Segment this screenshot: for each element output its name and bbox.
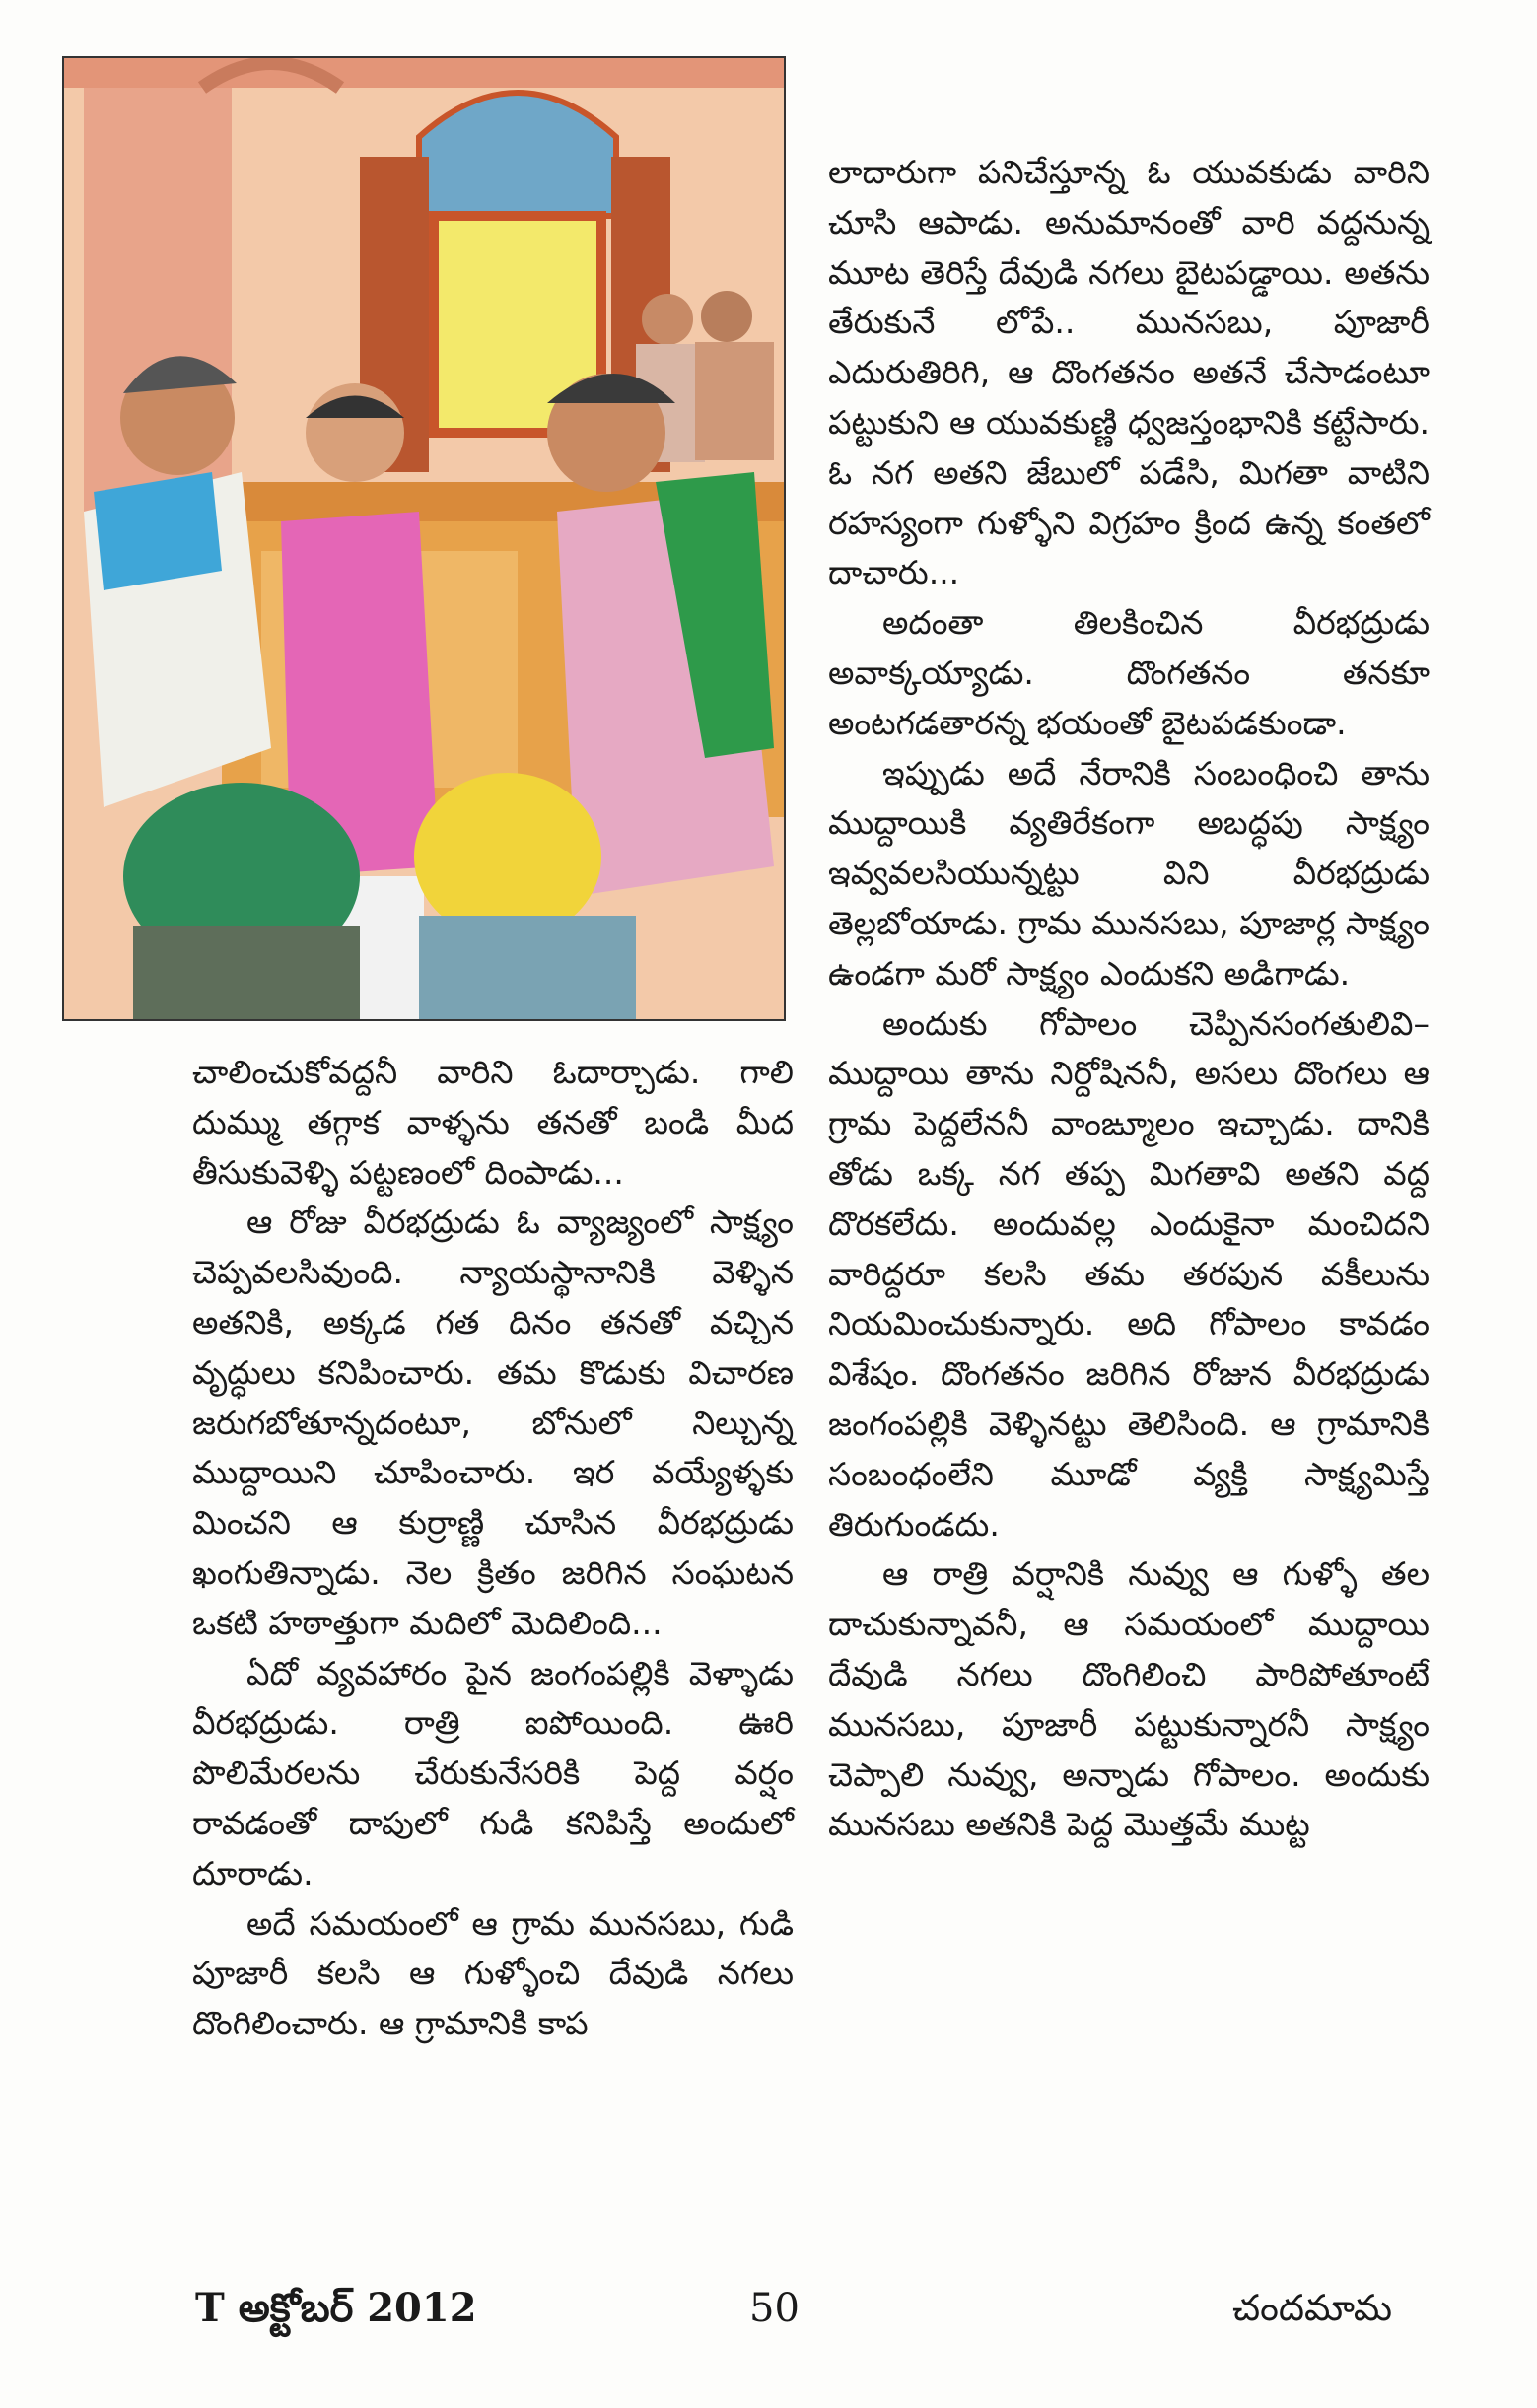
left-text-column bbox=[192, 1048, 794, 2049]
paragraph: ఆ రోజు వీరభద్రుడు ఓ వ్యాజ్యంలో సాక్ష్యం చెప్పవలసివుంది. న్యాయస్థానానికి వెళ్ళిన అతనికి, అక్కడ గత దినం తనతో వచ్చిన వృద్ధులు కనిపించారు. తమ కొడుకు విచారణ జరుగబోతూన్నదంటూ, బోనులో నిల్చున్న ముద్దాయిని చూపించారు. ఇర వయ్యేళ్ళకు మించని ఆ కుర్రాణ్ణి చూసిన వీరభద్రుడు ఖంగుతిన్నాడు. నెల క్రితం జరిగిన సంఘటన ఒకటి హఠాత్తుగా మదిలో మెదిలింది... bbox=[192, 1203, 794, 1642]
story-illustration bbox=[62, 56, 786, 1021]
paragraph: అదే సమయంలో ఆ గ్రామ మునసబు, గుడి పూజారీ కలసి ఆ గుళ్ళోంచి దేవుడి నగలు దొంగిలించారు. ఆ గ్రామానికి కాప bbox=[192, 1903, 794, 2043]
page-number: 50 bbox=[749, 2286, 800, 2331]
courtroom-scene-image bbox=[64, 58, 784, 1019]
paragraph: చాలించుకోవద్దనీ వారిని ఓదార్చాడు. గాలి దుమ్ము తగ్గాక వాళ్ళను తనతో బండి మీద తీసుకువెళ్ళి పట్టణంలో దింపాడు... bbox=[192, 1053, 794, 1192]
magazine-name: చందమామ bbox=[1232, 2287, 1393, 2329]
paragraph: అదంతా తిలకించిన వీరభద్రుడు అవాక్కయ్యాడు. దొంగతనం తనకూ అంటగడతారన్న భయంతో బైటపడకుండా. bbox=[828, 603, 1430, 742]
paragraph: ఇప్పుడు అదే నేరానికి సంబంధించి తాను ముద్దాయికి వ్యతిరేకంగా అబద్ధపు సాక్ష్యం ఇవ్వవలసియున్నట్టు విని వీరభద్రుడు తెల్లబోయాడు. గ్రామ మునసబు, పూజార్ల సాక్ష్యం ఉండగా మరో సాక్ష్యం ఎందుకని అడిగాడు. bbox=[828, 753, 1430, 993]
right-text-column bbox=[828, 148, 1430, 1850]
issue-date: T అక్టోబర్ 2012 bbox=[195, 2285, 477, 2331]
green-turban-figure bbox=[123, 783, 360, 1019]
paragraph: అందుకు గోపాలం చెప్పినసంగతులివి– ముద్దాయి తాను నిర్దోషిననీ, అసలు దొంగలు ఆ గ్రామ పెద్దలేననీ వాంఙ్మూలం ఇచ్చాడు. దానికి తోడు ఒక్క నగ తప్ప మిగతావి అతని వద్ద దొరకలేదు. అందువల్ల ఎందుకైనా మంచిదని వారిద్దరూ కలసి తమ తరపున వకీలును నియమించుకున్నారు. అది గోపాలం కావడం విశేషం. దొంగతనం జరిగిన రోజున వీరభద్రుడు జంగంపల్లికి వెళ్ళినట్టు తెలిసింది. ఆ గ్రామానికి సంబంధంలేని మూడో వ్యక్తి సాక్ష్యమిస్తే తిరుగుండదు. bbox=[828, 1003, 1430, 1544]
paragraph: లాదారుగా పనిచేస్తూన్న ఓ యువకుడు వారిని చూసి ఆపాడు. అనుమానంతో వారి వద్దనున్న మూట తెరిస్తే దేవుడి నగలు బైటపడ్డాయి. అతను తేరుకునే లోపే.. మునసబు, పూజారీ ఎదురుతిరిగి, ఆ దొంగతనం అతనే చేసాడంటూ పట్టుకుని ఆ యువకుణ్ణి ధ్వజస్తంభానికి కట్టేసారు. ఓ నగ అతని జేబులో పడేసి, మిగతా వాటిని రహస్యంగా గుళ్ళోని విగ్రహం క్రింద ఉన్న కంతలో దాచారు... bbox=[828, 153, 1430, 592]
paragraph: ఏదో వ్యవహారం పైన జంగంపల్లికి వెళ్ళాడు వీరభద్రుడు. రాత్రి ఐపోయింది. ఊరి పొలిమేరలను చేరుకునేసరికి పెద్ద వర్షం రావడంతో దాపులో గుడి కనిపిస్తే అందులో దూరాడు. bbox=[192, 1653, 794, 1892]
paragraph: ఆ రాత్రి వర్షానికి నువ్వు ఆ గుళ్ళో తల దాచుకున్నావనీ, ఆ సమయంలో ముద్దాయి దేవుడి నగలు దొంగిలించి పారిపోతూంటే మునసబు, పూజారీ పట్టుకున్నారనీ సాక్ష్యం చెప్పాలి నువ్వు, అన్నాడు గోపాలం. అందుకు మునసబు అతనికి పెద్ద మొత్తమే ముట్ట bbox=[828, 1554, 1430, 1844]
